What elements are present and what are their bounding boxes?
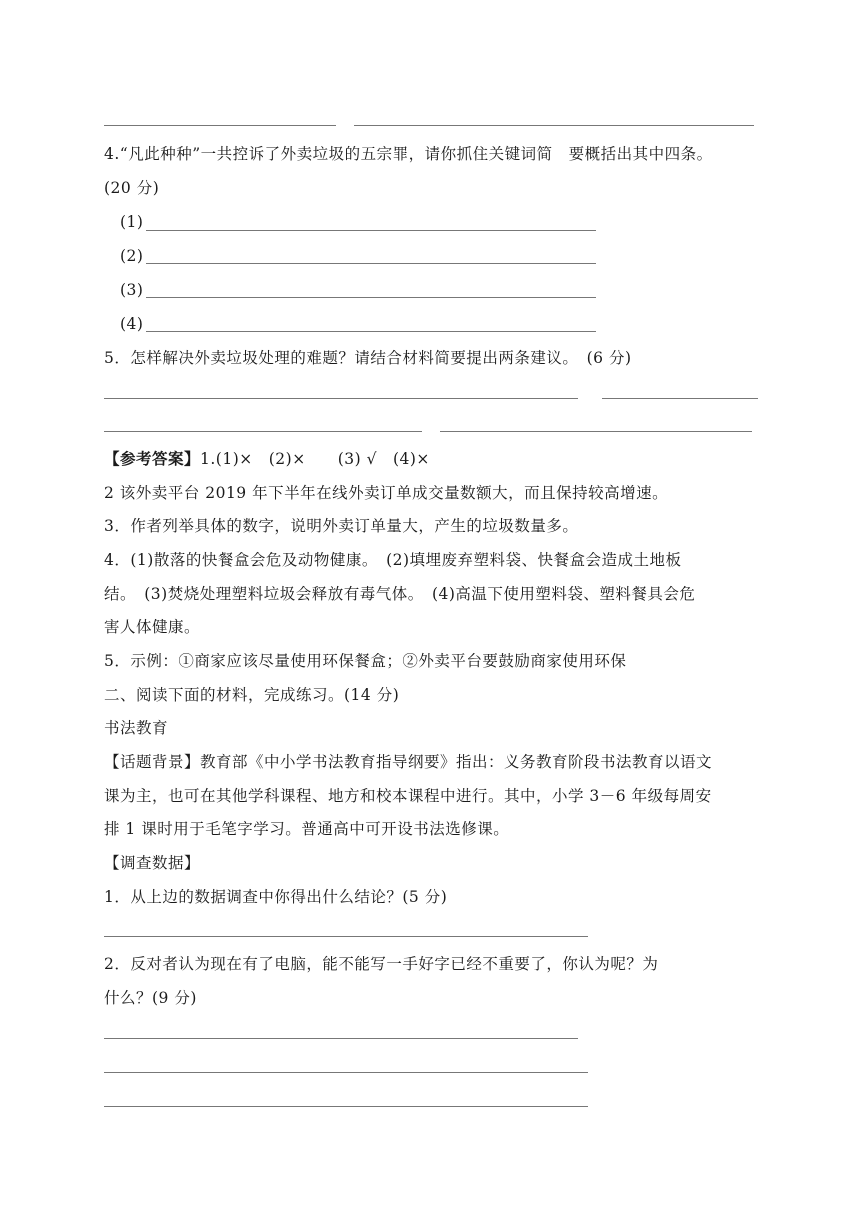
answer-line[interactable]: [354, 125, 754, 126]
answer-2: 2 该外卖平台 2019 年下半年在线外卖订单成交量数额大，而且保持较高增速。: [104, 484, 669, 502]
answer-4-line-3: 害人体健康。: [104, 618, 201, 636]
s2q2-answer-line[interactable]: [104, 1106, 588, 1107]
q5-answer-line[interactable]: [104, 398, 578, 399]
q4-item-label-1: (1): [120, 213, 144, 231]
q4-item-label-3: (3): [120, 281, 144, 299]
q4-item-label-4: (4): [120, 315, 144, 333]
question-4-text: 4.“凡此种种”一共控诉了外卖垃圾的五宗罪，请你抓住关键词简 要概括出其中四条。: [104, 145, 713, 163]
section-2-subtitle: 书法教育: [104, 719, 169, 737]
s2q2-answer-line[interactable]: [104, 1072, 588, 1073]
s2q2-answer-line[interactable]: [104, 1038, 578, 1039]
q4-answer-line-3[interactable]: [146, 297, 596, 298]
background-line-1: 【话题背景】教育部《中小学书法教育指导纲要》指出：义务教育阶段书法教育以语文: [104, 753, 713, 771]
q4-answer-line-1[interactable]: [146, 230, 596, 231]
q5-answer-line[interactable]: [602, 398, 758, 399]
answers-heading-label: 【参考答案】: [104, 449, 201, 468]
survey-data-heading: 【调查数据】: [104, 854, 201, 872]
background-line-2: 课为主，也可在其他学科课程、地方和校本课程中进行。其中，小学 3－6 年级每周安: [104, 787, 712, 805]
q5-answer-line[interactable]: [104, 431, 422, 432]
section-2-question-1: 1．从上边的数据调查中你得出什么结论？(5 分): [104, 888, 448, 906]
question-5-text: 5．怎样解决外卖垃圾处理的难题？请结合材料简要提出两条建议。 (6 分): [104, 349, 632, 367]
section-2-question-2-line-1: 2．反对者认为现在有了电脑，能不能写一手好字已经不重要了，你认为呢？为: [104, 955, 659, 973]
s2q1-answer-line[interactable]: [104, 936, 588, 937]
answer-5: 5．示例：①商家应该尽量使用环保餐盒；②外卖平台要鼓励商家使用环保: [104, 652, 627, 670]
q5-answer-line[interactable]: [440, 431, 752, 432]
answer-4-line-2: 结。 (3)焚烧处理塑料垃圾会释放有毒气体。 (4)高温下使用塑料袋、塑料餐具会危: [104, 585, 696, 603]
q4-answer-line-2[interactable]: [146, 263, 596, 264]
answer-3: 3．作者列举具体的数字，说明外卖订单量大，产生的垃圾数量多。: [104, 517, 579, 535]
background-line-3: 排 1 课时用于毛笔字学习。普通高中可开设书法选修课。: [104, 820, 510, 838]
section-2-title: 二、阅读下面的材料，完成练习。(14 分): [104, 686, 400, 704]
section-2-question-2-line-2: 什么？(9 分): [104, 989, 197, 1007]
answer-1: 1.(1)× (2)× (3) √ (4)×: [200, 450, 430, 468]
answers-heading: [104, 449, 430, 469]
answer-4-line-1: 4．(1)散落的快餐盒会危及动物健康。 (2)填埋废弃塑料袋、快餐盒会造成土地板: [104, 551, 682, 569]
answer-line[interactable]: [104, 125, 336, 126]
q4-item-label-2: (2): [120, 247, 144, 265]
question-4-score: (20 分): [104, 179, 160, 197]
q4-answer-line-4[interactable]: [146, 331, 596, 332]
